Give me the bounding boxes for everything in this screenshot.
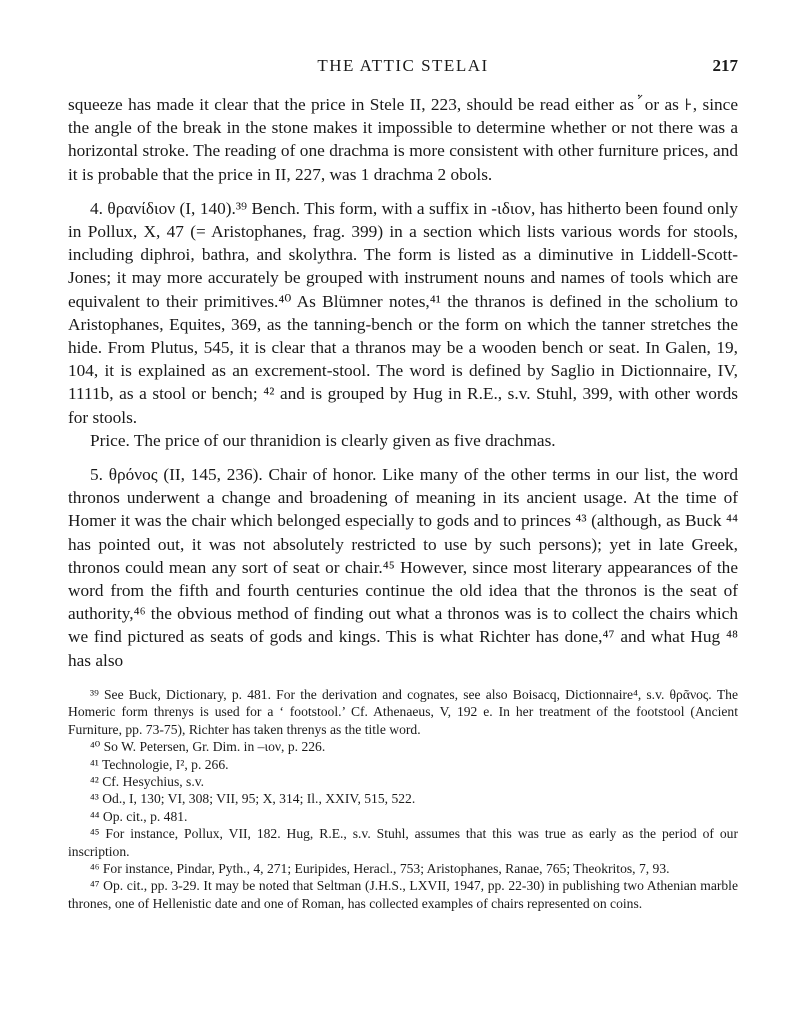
page-header [68,56,738,80]
footnote-45: ⁴⁵ For instance, Pollux, VII, 182. Hug, R.E., s.v. Stuhl, assumes that this was true as early as the period of our inscription. [68,826,738,859]
footnote-42: ⁴² Cf. Hesychius, s.v. [90,774,205,790]
paragraph-thronos: 5. θρόνος (II, 145, 236). Chair of honor. Like many of the other terms in our list, the word thronos underwent a change and broadening of meaning in its ancient usage. At the time of Homer it was the chair which belonged especially to gods and to princes ⁴³ (although, as Buck ⁴⁴ has pointed out, it was not absolutely restricted to use by such persons); yet in late Greek, thronos could mean any sort of seat or chair.⁴⁵ However, since most literary appearances of the word from the fifth and fourth centuries continue the old idea that the thronos is the seat of authority,⁴⁶ the obvious method of finding out what a thronos was is to collect the chairs which we find pictured as seats of gods and kings. This is what Richter has done,⁴⁷ and what Hug ⁴⁸ has also [68,465,738,670]
footnote-40: ⁴⁰ So W. Petersen, Gr. Dim. in –ιον, p. 226. [90,739,326,755]
page [68,0,738,1024]
main-text [68,93,738,672]
page-number: 217 [712,56,738,75]
footnote-44: ⁴⁴ Op. cit., p. 481. [90,808,188,824]
footnote-39: ³⁹ See Buck, Dictionary, p. 481. For the derivation and cognates, see also Boisacq, Dictionnaire⁴, s.v. θρᾶνος. The Homeric form threnys is used for a ‘ footstool.’ Cf. Athenaeus, V, 192 e. In her treatment of the footstool (Ancient Furniture, pp. 73-75), Richter has taken threnys as the title word. [68,687,738,737]
footnotes [68,686,738,912]
footnote-46: ⁴⁶ For instance, Pindar, Pyth., 4, 271; Euripides, Heracl., 753; Aristophanes, Ranae, 765; Theokritos, 7, 93. [90,861,670,877]
footnote-47: ⁴⁷ Op. cit., pp. 3-29. It may be noted that Seltman (J.H.S., LXVII, 1947, pp. 22-30) in publishing two Athenian marble thrones, one of Hellenistic date and one of Roman, has collected examples of chairs represented on coins. [68,878,738,911]
paragraph-continued: squeeze has made it clear that the price in Stele II, 223, should be read either as ꜘ or as ꜔, since the angle of the break in the stone makes it impossible to determine whether or not there was a horizontal stroke. The reading of one drachma is more consistent with other furniture prices, and it is probable that the price in II, 227, was 1 drachma 2 obols. [68,95,738,184]
paragraph-thranidion: 4. θρανίδιον (I, 140).³⁹ Bench. This form, with a suffix in -ιδιον, has hitherto been found only in Pollux, X, 47 (= Aristophanes, frag. 399) in a section which lists various words for stools, including diphroi, bathra, and skolythra. The form is listed as a diminutive in Liddell-Scott-Jones; it may more accurately be grouped with instrument nouns and names of tools which are equivalent to their primitives.⁴⁰ As Blümner notes,⁴¹ the thranos is defined in the scholium to Aristophanes, Equites, 369, as the tanning-bench or the form on which the tanner stretches the hide. From Plutus, 545, it is clear that a thranos may be a wooden bench or seat. In Galen, 19, 104, it is explained as an excrement-stool. The word is defined by Saglio in Dictionnaire, IV, 1111b, as a stool or bench; ⁴² and is grouped by Hug in R.E., s.v. Stuhl, 399, with other words for stools. [68,198,738,427]
footnote-43: ⁴³ Od., I, 130; VI, 308; VII, 95; X, 314; Il., XXIV, 515, 522. [90,791,416,807]
running-head: THE ATTIC STELAI [317,56,489,75]
paragraph-price: Price. The price of our thranidion is clearly given as five drachmas. [90,430,556,450]
footnote-41: ⁴¹ Technologie, I², p. 266. [90,756,229,772]
